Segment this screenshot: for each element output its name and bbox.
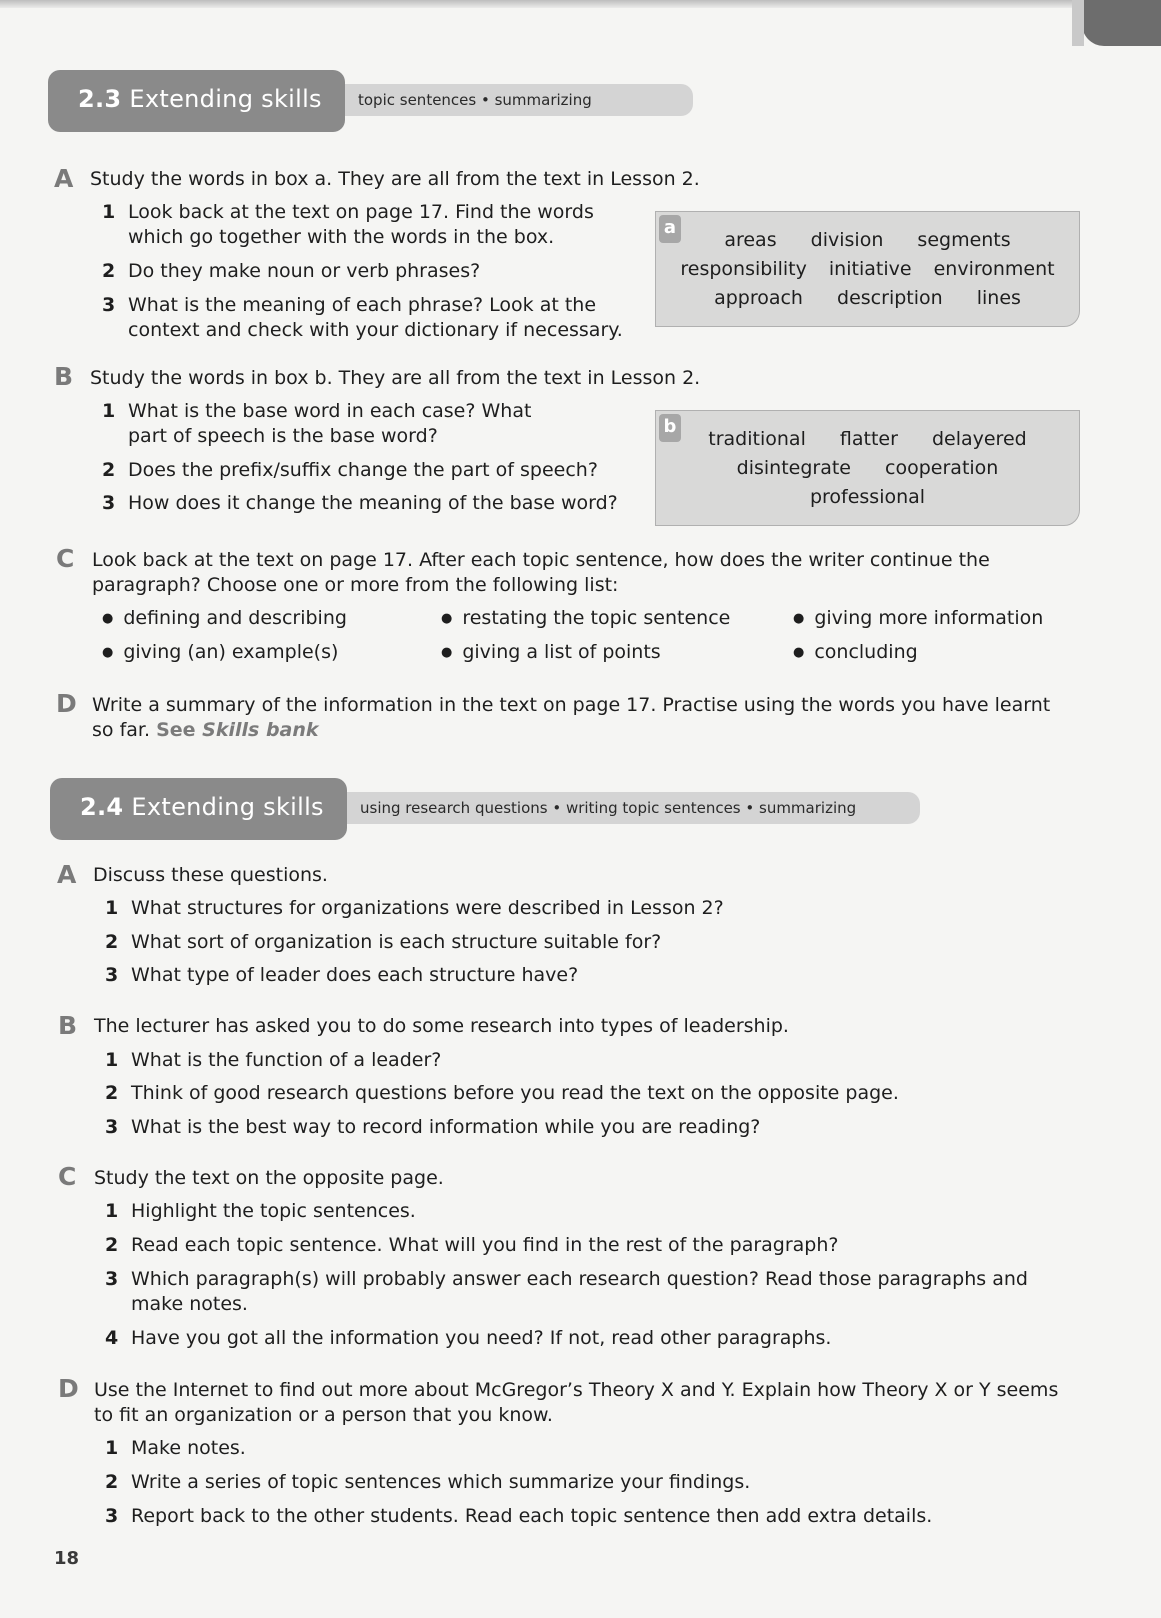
- word: responsibility: [680, 258, 807, 280]
- item-number: 2: [105, 1234, 119, 1256]
- word: delayered: [931, 428, 1027, 450]
- section-2-4-a-item-3: What type of leader does each structure have?: [131, 964, 579, 986]
- section-2-4-letter-b: B: [58, 1011, 78, 1040]
- section-2-3-b-instruction: Study the words in box b. They are all from the text in Lesson 2.: [90, 367, 701, 389]
- skills-bank-link[interactable]: Skills bank: [202, 719, 319, 741]
- word-box-row: [656, 228, 1079, 253]
- section-2-4-b-item-3: What is the best way to record information while you are reading?: [131, 1116, 761, 1138]
- instruction-line: [92, 718, 1050, 743]
- item-number: 1: [102, 400, 116, 422]
- word: environment: [933, 258, 1055, 280]
- item-number: 1: [102, 201, 116, 223]
- section-2-4-d-item-3: Report back to the other students. Read each topic sentence then add extra details.: [131, 1505, 933, 1527]
- section-2-4-b-item-1: What is the function of a leader?: [131, 1049, 442, 1071]
- word-box-row: [656, 257, 1079, 282]
- word: description: [837, 287, 943, 309]
- word: segments: [917, 229, 1011, 251]
- item-number: 3: [102, 492, 116, 514]
- word: division: [810, 229, 884, 251]
- word: professional: [809, 486, 926, 508]
- word-box-b: [655, 410, 1080, 526]
- section-2-4-c-item-1: Highlight the topic sentences.: [131, 1200, 416, 1222]
- section-2-4-number: 2.4: [80, 793, 124, 821]
- item-number: 3: [105, 964, 119, 986]
- section-2-4-c-item-4: Have you got all the information you need? If not, read other paragraphs.: [131, 1327, 832, 1349]
- section-2-4-d-item-1: Make notes.: [131, 1437, 246, 1459]
- section-2-3-d-instruction: [92, 693, 1050, 743]
- item-number: 2: [102, 459, 116, 481]
- item-number: 2: [105, 931, 119, 953]
- section-2-4-header: [50, 778, 930, 840]
- instruction-line: to fit an organization or a person that you know.: [94, 1404, 553, 1426]
- item-line: What is the base word in each case? What: [128, 400, 532, 422]
- item-line: which go together with the words in the box.: [128, 226, 555, 248]
- word-box-a-tag: a: [659, 215, 681, 243]
- section-2-3-b-item-2: Does the prefix/suffix change the part of speech?: [128, 459, 598, 481]
- section-2-3-letter-a: A: [54, 164, 74, 193]
- word: cooperation: [885, 457, 999, 479]
- section-2-3-title: Extending skills: [129, 85, 322, 113]
- word-box-b-tag: b: [659, 414, 681, 442]
- section-2-3-number: 2.3: [78, 85, 122, 113]
- word-box-a: [655, 211, 1080, 327]
- page-number: 18: [54, 1548, 80, 1569]
- item-number: 1: [105, 1200, 119, 1222]
- bullet-item: ● concluding: [793, 640, 918, 667]
- section-2-4-subtitle: using research questions • writing topic sentences • summarizing: [340, 792, 920, 824]
- instruction-line: paragraph? Choose one or more from the following list:: [92, 574, 619, 596]
- section-2-3-a-item-1: [128, 200, 594, 250]
- see-label: See: [156, 719, 196, 741]
- section-2-4-a-item-1: What structures for organizations were described in Lesson 2?: [131, 897, 724, 919]
- section-2-3-b-item-1: [128, 399, 531, 449]
- section-2-4-letter-d: D: [58, 1374, 79, 1403]
- section-2-4-b-instruction: The lecturer has asked you to do some research into types of leadership.: [94, 1015, 789, 1037]
- section-2-3-subtitle: topic sentences • summarizing: [338, 84, 693, 116]
- section-2-3-title-pill: [48, 70, 345, 132]
- word: flatter: [839, 428, 898, 450]
- item-line: What is the meaning of each phrase? Look at the: [128, 294, 597, 316]
- section-2-4-c-instruction: Study the text on the opposite page.: [94, 1167, 444, 1189]
- section-2-4-d-instruction: [94, 1378, 1058, 1428]
- item-number: 2: [102, 260, 116, 282]
- section-2-3-letter-b: B: [54, 362, 74, 391]
- section-2-3-c-instruction: [92, 548, 990, 598]
- word-box-row: [656, 485, 1079, 510]
- word: approach: [714, 287, 803, 309]
- section-2-3-header: [48, 70, 648, 132]
- item-number: 2: [105, 1082, 119, 1104]
- page-top-edge: [0, 0, 1161, 8]
- item-number: 4: [105, 1327, 119, 1349]
- section-2-4-b-item-2: Think of good research questions before you read the text on the opposite page.: [131, 1082, 899, 1104]
- item-number: 3: [102, 294, 116, 316]
- instruction-line: Use the Internet to find out more about McGregor’s Theory X and Y. Explain how Theory X or Y seems: [94, 1379, 1059, 1401]
- section-2-4-a-instruction: Discuss these questions.: [93, 864, 328, 886]
- instruction-line: Write a summary of the information in the text on page 17. Practise using the words you have learnt: [92, 694, 1051, 716]
- bullet-item: ● restating the topic sentence: [441, 606, 730, 633]
- item-line: Look back at the text on page 17. Find the words: [128, 201, 594, 223]
- word-box-row: [656, 456, 1079, 481]
- section-2-4-a-item-2: What sort of organization is each structure suitable for?: [131, 931, 662, 953]
- word-box-row: [656, 286, 1079, 311]
- bullet-item: ● defining and describing: [102, 606, 347, 633]
- section-2-4-c-item-2: Read each topic sentence. What will you find in the rest of the paragraph?: [131, 1234, 839, 1256]
- section-2-3-a-instruction: Study the words in box a. They are all from the text in Lesson 2.: [90, 168, 700, 190]
- section-2-4-title-pill: [50, 778, 347, 840]
- item-line: context and check with your dictionary if necessary.: [128, 319, 623, 341]
- item-line: Which paragraph(s) will probably answer each research question? Read those paragraphs and: [131, 1268, 1028, 1290]
- word-box-row: [656, 427, 1079, 452]
- word: traditional: [708, 428, 806, 450]
- item-number: 2: [105, 1471, 119, 1493]
- section-2-3-letter-d: D: [56, 689, 77, 718]
- item-number: 1: [105, 897, 119, 919]
- section-2-3-a-item-2: Do they make noun or verb phrases?: [128, 260, 481, 282]
- word: disintegrate: [736, 457, 851, 479]
- item-number: 1: [105, 1437, 119, 1459]
- page-corner-tab: [1082, 0, 1161, 46]
- instruction-text: so far.: [92, 719, 151, 741]
- instruction-line: Look back at the text on page 17. After each topic sentence, how does the writer continue the: [92, 549, 990, 571]
- section-2-4-letter-a: A: [57, 860, 77, 889]
- section-2-4-letter-c: C: [58, 1162, 77, 1191]
- skills-bank-reference[interactable]: [156, 719, 318, 741]
- word: lines: [976, 287, 1021, 309]
- word: areas: [724, 229, 777, 251]
- item-number: 3: [105, 1505, 119, 1527]
- word: initiative: [828, 258, 912, 280]
- bullet-item: ● giving a list of points: [441, 640, 661, 667]
- section-2-4-c-item-3: [131, 1267, 1028, 1317]
- bullet-item: ● giving (an) example(s): [102, 640, 338, 667]
- section-2-3-a-item-3: [128, 293, 623, 343]
- section-2-4-d-item-2: Write a series of topic sentences which summarize your findings.: [131, 1471, 751, 1493]
- item-number: 3: [105, 1116, 119, 1138]
- item-number: 3: [105, 1268, 119, 1290]
- item-line: make notes.: [131, 1293, 248, 1315]
- section-2-3-letter-c: C: [56, 544, 75, 573]
- section-2-3-b-item-3: How does it change the meaning of the base word?: [128, 492, 618, 514]
- bullet-item: ● giving more information: [793, 606, 1043, 633]
- item-line: part of speech is the base word?: [128, 425, 438, 447]
- item-number: 1: [105, 1049, 119, 1071]
- section-2-4-title: Extending skills: [131, 793, 324, 821]
